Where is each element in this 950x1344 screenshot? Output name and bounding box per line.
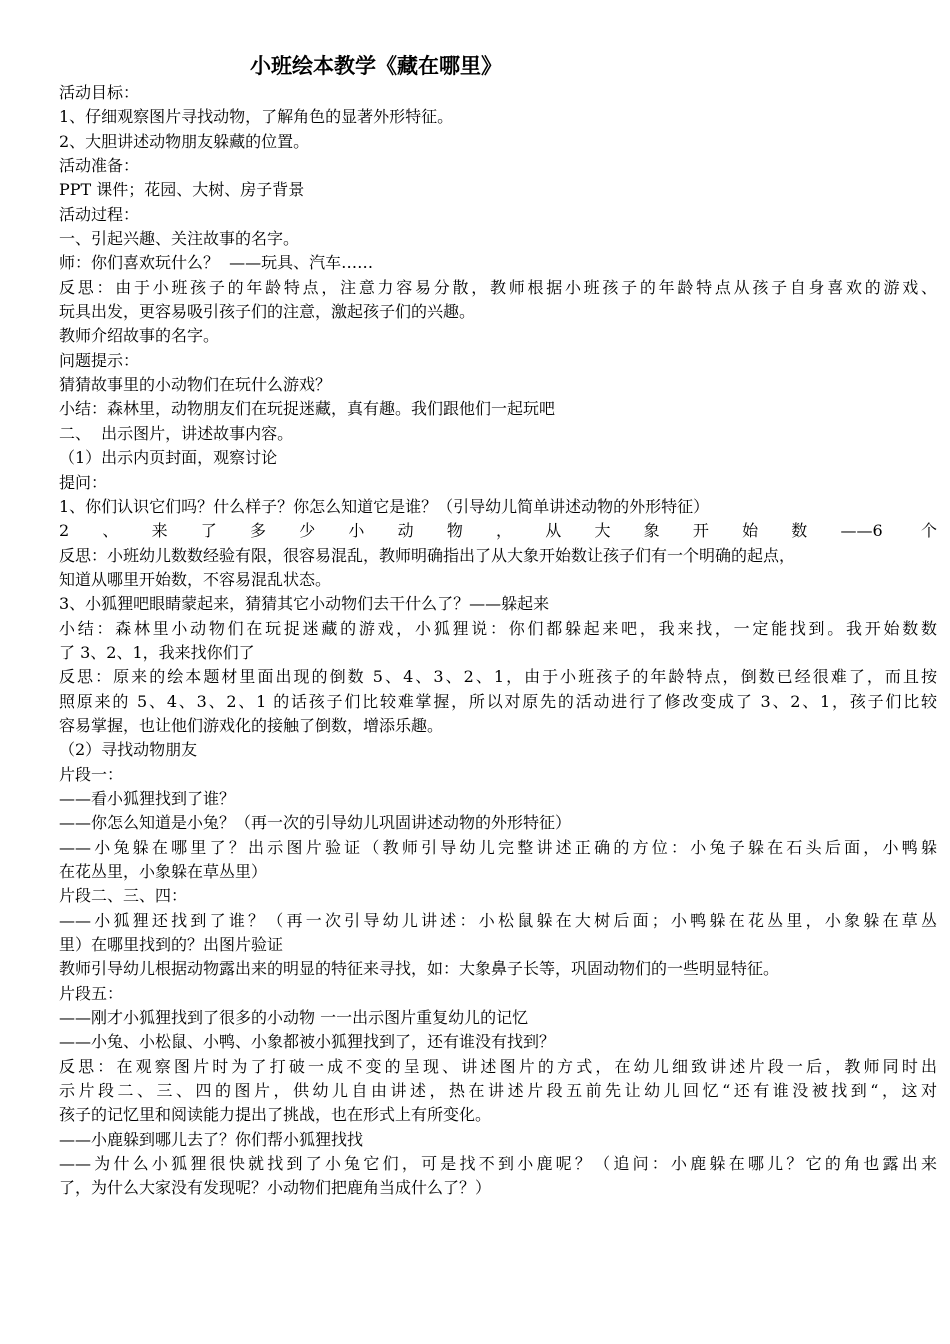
document-line: ——小鹿躲到哪儿去了？你们帮小狐狸找找 — [59, 1129, 364, 1149]
document-line: 问题提示： — [59, 350, 140, 370]
document-line: 小结：森林里小动物们在玩捉迷藏的游戏，小狐狸说：你们都躲起来吧，我来找，一定能找到。我开始数数 — [59, 618, 937, 638]
document-title: 小班绘本教学《藏在哪里》 — [250, 53, 502, 78]
document-line: 了，为什么大家没有发现呢？小动物们把鹿角当成什么了？） — [59, 1178, 492, 1198]
document-line: 活动准备： — [59, 156, 140, 176]
document-line: PPT 课件；花园、大树、房子背景 — [59, 180, 305, 200]
document-line: 小结：森林里，动物朋友们在玩捉迷藏，真有趣。我们跟他们一起玩吧 — [59, 399, 556, 419]
document-line: 知道从哪里开始数，不容易混乱状态。 — [59, 569, 332, 589]
document-line: （2）寻找动物朋友 — [59, 740, 198, 760]
document-line: 照原来的 5、4、3、2、1 的话孩子们比较难掌握，所以对原先的活动进行了修改变成了 3、2、1，孩子们比较 — [59, 691, 937, 711]
document-line: 反思：原来的绘本题材里面出现的倒数 5、4、3、2、1，由于小班孩子的年龄特点，倒数已经很难了，而且按 — [59, 667, 937, 687]
document-line: ——小狐狸还找到了谁？（再一次引导幼儿讲述：小松鼠躲在大树后面；小鸭躲在花丛里，小象躲在草丛 — [59, 910, 937, 930]
document-line: （1）出示内页封面，观察讨论 — [59, 448, 278, 468]
document-body — [59, 81, 937, 1201]
document-line: 2、来了多少小动物，从大象开始数——6 个 — [59, 521, 937, 541]
document-line: 玩具出发，更容易吸引孩子们的注意，激起孩子们的兴趣。 — [59, 302, 476, 322]
document-line: 一、引起兴趣、关注故事的名字。 — [59, 229, 300, 249]
document-line: 教师引导幼儿根据动物露出来的明显的特征来寻找，如：大象鼻子长等，巩固动物们的一些明显特征。 — [59, 959, 780, 979]
document-line: 1、你们认识它们吗？什么样子？你怎么知道它是谁？（引导幼儿简单讲述动物的外形特征） — [59, 496, 710, 516]
document-line: ——看小狐狸找到了谁？ — [59, 788, 236, 808]
document-line: 二、 出示图片，讲述故事内容。 — [59, 423, 294, 443]
document-line: 活动过程： — [59, 204, 140, 224]
document-line: 反思：在观察图片时为了打破一成不变的呈现、讲述图片的方式，在幼儿细致讲述片段一后，教师同时出 — [59, 1056, 937, 1076]
document-line: 3、小狐狸吧眼睛蒙起来，猜猜其它小动物们去干什么了？——躲起来 — [59, 594, 550, 614]
document-line: ——为什么小狐狸很快就找到了小兔它们，可是找不到小鹿呢？（追问：小鹿躲在哪儿？它的角也露出来 — [59, 1154, 937, 1174]
document-line: 2、大胆讲述动物朋友躲藏的位置。 — [59, 131, 310, 151]
document-line: 活动目标： — [59, 83, 140, 102]
document-line: 提问： — [59, 472, 108, 492]
document-line: 师：你们喜欢玩什么？ ——玩具、汽车…… — [59, 253, 374, 273]
document-line: 猜猜故事里的小动物们在玩什么游戏？ — [59, 375, 332, 395]
document-line: 示片段二、三、四的图片，供幼儿自由讲述，热在讲述片段五前先让幼儿回忆“还有谁没被找到“，这对 — [59, 1081, 937, 1101]
document-line: ——你怎么知道是小兔？（再一次的引导幼儿巩固讲述动物的外形特征） — [59, 813, 572, 833]
document-line: 片段二、三、四： — [59, 886, 188, 906]
document-line: ——小兔、小松鼠、小鸭、小象都被小狐狸找到了，还有谁没有找到？ — [59, 1032, 556, 1052]
document-line: ——刚才小狐狸找到了很多的小动物 一一出示图片重复幼儿的记忆 — [59, 1008, 529, 1028]
document-line: 孩子的记忆里和阅读能力提出了挑战，也在形式上有所变化。 — [59, 1105, 492, 1125]
document-line: 片段一： — [59, 764, 124, 784]
document-line: 1、仔细观察图片寻找动物，了解角色的显著外形特征。 — [59, 107, 454, 127]
document-line: 容易掌握，也让他们游戏化的接触了倒数，增添乐趣。 — [59, 715, 444, 735]
document-line: 里）在哪里找到的？出图片验证 — [59, 935, 284, 955]
document-line: 反思：小班幼儿数数经验有限，很容易混乱，教师明确指出了从大象开始数让孩子们有一个明确的起点， — [59, 545, 796, 565]
document-line: ——小兔躲在哪里了？出示图片验证（教师引导幼儿完整讲述正确的方位：小兔子躲在石头后面，小鸭躲 — [59, 837, 937, 857]
document-line: 了 3、2、1，我来找你们了 — [59, 642, 255, 662]
document-line: 教师介绍故事的名字。 — [59, 326, 220, 346]
document-line: 在花丛里，小象躲在草丛里） — [59, 862, 268, 881]
document-line: 反思：由于小班孩子的年龄特点，注意力容易分散，教师根据小班孩子的年龄特点从孩子自身喜欢的游戏、 — [59, 277, 937, 297]
document-line: 片段五： — [59, 983, 124, 1003]
